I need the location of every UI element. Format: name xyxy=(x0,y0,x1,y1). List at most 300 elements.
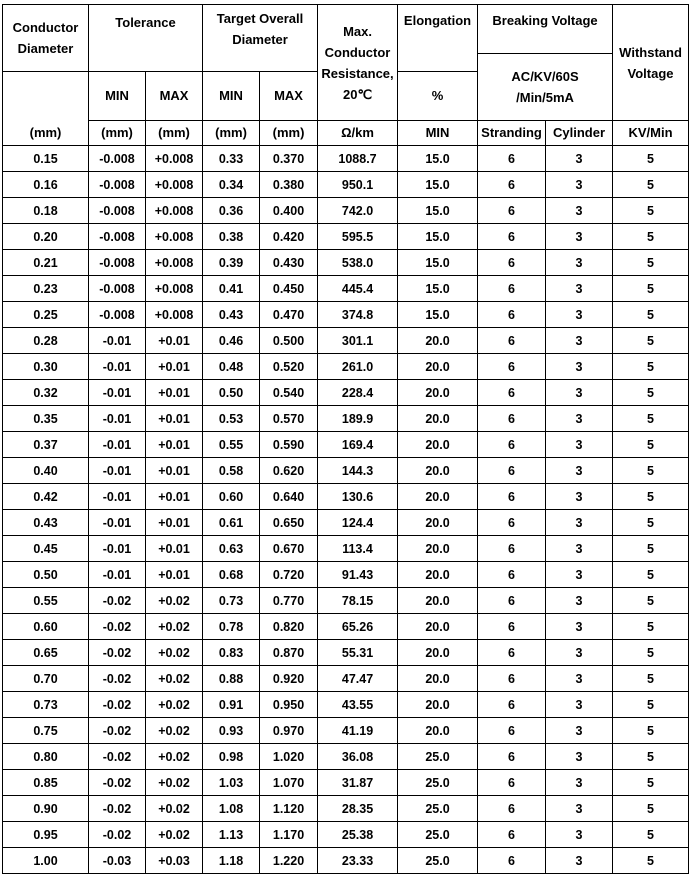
cell-cylinder: 3 xyxy=(546,172,613,198)
cell-tolerance-max: +0.01 xyxy=(146,484,203,510)
header-breaking-voltage: Breaking Voltage xyxy=(478,5,613,54)
cell-max-resistance: 742.0 xyxy=(318,198,398,224)
header-breaking-voltage-sub xyxy=(478,54,613,121)
cell-elongation: 15.0 xyxy=(398,198,478,224)
cell-conductor-diameter: 0.95 xyxy=(3,822,89,848)
cell-elongation: 20.0 xyxy=(398,328,478,354)
cell-max-resistance: 28.35 xyxy=(318,796,398,822)
cell-cylinder: 3 xyxy=(546,770,613,796)
table-row xyxy=(3,354,689,380)
cell-conductor-diameter: 0.90 xyxy=(3,796,89,822)
cell-diameter-max: 0.570 xyxy=(260,406,318,432)
table-row xyxy=(3,198,689,224)
table-row xyxy=(3,718,689,744)
cell-stranding: 6 xyxy=(478,770,546,796)
cell-max-resistance: 261.0 xyxy=(318,354,398,380)
cell-diameter-max: 0.720 xyxy=(260,562,318,588)
cell-conductor-diameter: 0.45 xyxy=(3,536,89,562)
header-tolerance-max-unit: (mm) xyxy=(146,121,203,146)
cell-conductor-diameter: 0.55 xyxy=(3,588,89,614)
cell-stranding: 6 xyxy=(478,250,546,276)
cell-withstand-voltage: 5 xyxy=(613,562,689,588)
cell-diameter-max: 0.500 xyxy=(260,328,318,354)
cell-stranding: 6 xyxy=(478,354,546,380)
cell-diameter-min: 0.46 xyxy=(203,328,260,354)
cell-cylinder: 3 xyxy=(546,380,613,406)
cell-conductor-diameter: 0.40 xyxy=(3,458,89,484)
cell-conductor-diameter: 0.70 xyxy=(3,666,89,692)
cell-diameter-max: 0.590 xyxy=(260,432,318,458)
cell-diameter-min: 0.91 xyxy=(203,692,260,718)
cell-stranding: 6 xyxy=(478,224,546,250)
cell-withstand-voltage: 5 xyxy=(613,354,689,380)
cell-conductor-diameter: 0.21 xyxy=(3,250,89,276)
cell-tolerance-min: -0.01 xyxy=(89,406,146,432)
cell-max-resistance: 47.47 xyxy=(318,666,398,692)
cell-cylinder: 3 xyxy=(546,146,613,172)
table-row xyxy=(3,328,689,354)
cell-diameter-max: 1.070 xyxy=(260,770,318,796)
cell-tolerance-min: -0.01 xyxy=(89,432,146,458)
cell-cylinder: 3 xyxy=(546,458,613,484)
header-conductor-unit: (mm) xyxy=(3,72,89,146)
cell-conductor-diameter: 1.00 xyxy=(3,848,89,874)
cell-diameter-min: 0.63 xyxy=(203,536,260,562)
max-resistance-line: Conductor xyxy=(324,44,391,60)
cell-tolerance-max: +0.01 xyxy=(146,406,203,432)
cell-elongation: 20.0 xyxy=(398,406,478,432)
cell-diameter-min: 0.34 xyxy=(203,172,260,198)
cell-cylinder: 3 xyxy=(546,718,613,744)
cell-tolerance-min: -0.02 xyxy=(89,796,146,822)
cell-withstand-voltage: 5 xyxy=(613,848,689,874)
table-row xyxy=(3,692,689,718)
table-row xyxy=(3,562,689,588)
cell-tolerance-max: +0.01 xyxy=(146,562,203,588)
cell-conductor-diameter: 0.73 xyxy=(3,692,89,718)
header-withstand-voltage: Withstand Voltage xyxy=(613,5,689,121)
cell-max-resistance: 91.43 xyxy=(318,562,398,588)
cell-withstand-voltage: 5 xyxy=(613,432,689,458)
cell-stranding: 6 xyxy=(478,822,546,848)
table-row xyxy=(3,484,689,510)
cell-tolerance-max: +0.01 xyxy=(146,510,203,536)
cell-stranding: 6 xyxy=(478,458,546,484)
max-resistance-line: Resistance, xyxy=(321,65,394,81)
cell-tolerance-max: +0.01 xyxy=(146,328,203,354)
cell-conductor-diameter: 0.20 xyxy=(3,224,89,250)
cell-stranding: 6 xyxy=(478,848,546,874)
cell-withstand-voltage: 5 xyxy=(613,822,689,848)
cell-stranding: 6 xyxy=(478,536,546,562)
cell-tolerance-min: -0.02 xyxy=(89,822,146,848)
cell-conductor-diameter: 0.28 xyxy=(3,328,89,354)
cell-tolerance-min: -0.01 xyxy=(89,380,146,406)
cell-withstand-voltage: 5 xyxy=(613,250,689,276)
cell-stranding: 6 xyxy=(478,640,546,666)
header-tolerance-min-unit: (mm) xyxy=(89,121,146,146)
cell-withstand-voltage: 5 xyxy=(613,276,689,302)
cell-diameter-max: 0.380 xyxy=(260,172,318,198)
table-row xyxy=(3,770,689,796)
cell-stranding: 6 xyxy=(478,666,546,692)
cell-cylinder: 3 xyxy=(546,796,613,822)
cell-diameter-min: 0.53 xyxy=(203,406,260,432)
max-resistance-line: 20℃ xyxy=(342,86,373,102)
cell-max-resistance: 25.38 xyxy=(318,822,398,848)
cell-elongation: 15.0 xyxy=(398,172,478,198)
table-row xyxy=(3,796,689,822)
cell-max-resistance: 23.33 xyxy=(318,848,398,874)
header-max-resistance xyxy=(318,5,398,121)
cell-max-resistance: 113.4 xyxy=(318,536,398,562)
cell-diameter-min: 0.83 xyxy=(203,640,260,666)
cell-elongation: 15.0 xyxy=(398,224,478,250)
cell-diameter-min: 0.48 xyxy=(203,354,260,380)
cell-tolerance-max: +0.01 xyxy=(146,380,203,406)
cell-withstand-voltage: 5 xyxy=(613,146,689,172)
table-header xyxy=(3,5,689,146)
cell-tolerance-min: -0.01 xyxy=(89,328,146,354)
wire-spec-table xyxy=(2,4,689,874)
cell-tolerance-min: -0.008 xyxy=(89,250,146,276)
cell-max-resistance: 374.8 xyxy=(318,302,398,328)
table-row xyxy=(3,432,689,458)
cell-tolerance-max: +0.02 xyxy=(146,770,203,796)
cell-elongation: 25.0 xyxy=(398,796,478,822)
cell-elongation: 20.0 xyxy=(398,588,478,614)
cell-tolerance-max: +0.02 xyxy=(146,718,203,744)
cell-tolerance-min: -0.01 xyxy=(89,510,146,536)
cell-diameter-min: 1.08 xyxy=(203,796,260,822)
cell-tolerance-min: -0.02 xyxy=(89,666,146,692)
cell-max-resistance: 78.15 xyxy=(318,588,398,614)
cell-diameter-min: 0.36 xyxy=(203,198,260,224)
cell-stranding: 6 xyxy=(478,744,546,770)
cell-tolerance-min: -0.008 xyxy=(89,146,146,172)
cell-diameter-min: 0.41 xyxy=(203,276,260,302)
cell-conductor-diameter: 0.43 xyxy=(3,510,89,536)
cell-tolerance-max: +0.008 xyxy=(146,276,203,302)
cell-stranding: 6 xyxy=(478,172,546,198)
cell-conductor-diameter: 0.16 xyxy=(3,172,89,198)
cell-tolerance-max: +0.02 xyxy=(146,692,203,718)
cell-withstand-voltage: 5 xyxy=(613,744,689,770)
cell-tolerance-min: -0.008 xyxy=(89,302,146,328)
header-elongation: Elongation xyxy=(398,5,478,72)
cell-elongation: 20.0 xyxy=(398,536,478,562)
cell-tolerance-min: -0.03 xyxy=(89,848,146,874)
cell-tolerance-min: -0.008 xyxy=(89,172,146,198)
cell-cylinder: 3 xyxy=(546,276,613,302)
cell-conductor-diameter: 0.80 xyxy=(3,744,89,770)
header-elongation-min: MIN xyxy=(398,121,478,146)
cell-elongation: 20.0 xyxy=(398,380,478,406)
cell-conductor-diameter: 0.32 xyxy=(3,380,89,406)
cell-diameter-max: 0.420 xyxy=(260,224,318,250)
cell-withstand-voltage: 5 xyxy=(613,198,689,224)
cell-tolerance-max: +0.03 xyxy=(146,848,203,874)
cell-withstand-voltage: 5 xyxy=(613,484,689,510)
cell-conductor-diameter: 0.65 xyxy=(3,640,89,666)
cell-elongation: 25.0 xyxy=(398,822,478,848)
cell-withstand-voltage: 5 xyxy=(613,614,689,640)
cell-diameter-max: 0.450 xyxy=(260,276,318,302)
cell-tolerance-max: +0.01 xyxy=(146,354,203,380)
cell-withstand-voltage: 5 xyxy=(613,640,689,666)
header-tolerance-min: MIN xyxy=(89,72,146,121)
cell-diameter-max: 0.670 xyxy=(260,536,318,562)
cell-elongation: 20.0 xyxy=(398,614,478,640)
cell-conductor-diameter: 0.23 xyxy=(3,276,89,302)
cell-tolerance-min: -0.02 xyxy=(89,692,146,718)
cell-diameter-min: 0.33 xyxy=(203,146,260,172)
cell-elongation: 15.0 xyxy=(398,302,478,328)
cell-cylinder: 3 xyxy=(546,198,613,224)
cell-tolerance-min: -0.008 xyxy=(89,198,146,224)
cell-withstand-voltage: 5 xyxy=(613,302,689,328)
header-diameter-max-unit: (mm) xyxy=(260,121,318,146)
cell-diameter-max: 0.770 xyxy=(260,588,318,614)
cell-max-resistance: 595.5 xyxy=(318,224,398,250)
cell-withstand-voltage: 5 xyxy=(613,796,689,822)
cell-max-resistance: 55.31 xyxy=(318,640,398,666)
cell-max-resistance: 228.4 xyxy=(318,380,398,406)
cell-diameter-max: 0.470 xyxy=(260,302,318,328)
cell-withstand-voltage: 5 xyxy=(613,172,689,198)
cell-tolerance-max: +0.008 xyxy=(146,172,203,198)
breaking-voltage-sub-line: /Min/5mA xyxy=(516,90,574,105)
cell-stranding: 6 xyxy=(478,588,546,614)
table-row xyxy=(3,640,689,666)
cell-diameter-min: 0.88 xyxy=(203,666,260,692)
cell-diameter-min: 0.55 xyxy=(203,432,260,458)
cell-conductor-diameter: 0.60 xyxy=(3,614,89,640)
cell-tolerance-min: -0.02 xyxy=(89,770,146,796)
cell-tolerance-min: -0.02 xyxy=(89,614,146,640)
table-row xyxy=(3,744,689,770)
cell-tolerance-min: -0.01 xyxy=(89,562,146,588)
cell-diameter-max: 0.430 xyxy=(260,250,318,276)
cell-tolerance-min: -0.008 xyxy=(89,224,146,250)
header-resistance-unit: Ω/km xyxy=(318,121,398,146)
cell-max-resistance: 538.0 xyxy=(318,250,398,276)
cell-cylinder: 3 xyxy=(546,510,613,536)
cell-withstand-voltage: 5 xyxy=(613,380,689,406)
cell-elongation: 15.0 xyxy=(398,146,478,172)
cell-diameter-max: 0.950 xyxy=(260,692,318,718)
cell-stranding: 6 xyxy=(478,146,546,172)
cell-diameter-max: 0.970 xyxy=(260,718,318,744)
cell-tolerance-max: +0.02 xyxy=(146,640,203,666)
header-kv-min: KV/Min xyxy=(613,121,689,146)
cell-diameter-max: 0.870 xyxy=(260,640,318,666)
cell-elongation: 20.0 xyxy=(398,562,478,588)
cell-diameter-min: 0.73 xyxy=(203,588,260,614)
cell-tolerance-max: +0.02 xyxy=(146,614,203,640)
cell-conductor-diameter: 0.15 xyxy=(3,146,89,172)
cell-diameter-min: 1.03 xyxy=(203,770,260,796)
cell-cylinder: 3 xyxy=(546,822,613,848)
cell-diameter-max: 0.370 xyxy=(260,146,318,172)
cell-conductor-diameter: 0.25 xyxy=(3,302,89,328)
cell-tolerance-min: -0.02 xyxy=(89,640,146,666)
cell-tolerance-max: +0.02 xyxy=(146,588,203,614)
cell-stranding: 6 xyxy=(478,328,546,354)
cell-cylinder: 3 xyxy=(546,250,613,276)
cell-cylinder: 3 xyxy=(546,614,613,640)
header-diameter-min: MIN xyxy=(203,72,260,121)
cell-tolerance-min: -0.02 xyxy=(89,718,146,744)
cell-stranding: 6 xyxy=(478,614,546,640)
cell-elongation: 20.0 xyxy=(398,354,478,380)
cell-diameter-max: 0.920 xyxy=(260,666,318,692)
table-row xyxy=(3,666,689,692)
cell-withstand-voltage: 5 xyxy=(613,588,689,614)
cell-max-resistance: 41.19 xyxy=(318,718,398,744)
cell-diameter-max: 1.120 xyxy=(260,796,318,822)
table-row xyxy=(3,406,689,432)
cell-diameter-min: 0.50 xyxy=(203,380,260,406)
cell-cylinder: 3 xyxy=(546,406,613,432)
cell-tolerance-min: -0.01 xyxy=(89,458,146,484)
header-diameter-min-unit: (mm) xyxy=(203,121,260,146)
cell-stranding: 6 xyxy=(478,380,546,406)
cell-cylinder: 3 xyxy=(546,354,613,380)
table-row xyxy=(3,848,689,874)
cell-tolerance-max: +0.02 xyxy=(146,666,203,692)
cell-elongation: 20.0 xyxy=(398,640,478,666)
cell-diameter-max: 0.540 xyxy=(260,380,318,406)
cell-conductor-diameter: 0.42 xyxy=(3,484,89,510)
cell-tolerance-min: -0.008 xyxy=(89,276,146,302)
cell-diameter-max: 0.620 xyxy=(260,458,318,484)
cell-diameter-max: 0.520 xyxy=(260,354,318,380)
table-row xyxy=(3,172,689,198)
cell-diameter-max: 1.020 xyxy=(260,744,318,770)
cell-elongation: 20.0 xyxy=(398,666,478,692)
cell-max-resistance: 124.4 xyxy=(318,510,398,536)
cell-tolerance-max: +0.01 xyxy=(146,458,203,484)
cell-max-resistance: 1088.7 xyxy=(318,146,398,172)
cell-max-resistance: 43.55 xyxy=(318,692,398,718)
cell-elongation: 20.0 xyxy=(398,718,478,744)
cell-max-resistance: 144.3 xyxy=(318,458,398,484)
cell-withstand-voltage: 5 xyxy=(613,718,689,744)
cell-diameter-min: 1.13 xyxy=(203,822,260,848)
header-stranding: Stranding xyxy=(478,121,546,146)
cell-max-resistance: 301.1 xyxy=(318,328,398,354)
cell-elongation: 20.0 xyxy=(398,692,478,718)
breaking-voltage-sub-line: AC/KV/60S xyxy=(511,69,579,84)
cell-tolerance-min: -0.02 xyxy=(89,744,146,770)
cell-max-resistance: 169.4 xyxy=(318,432,398,458)
cell-cylinder: 3 xyxy=(546,588,613,614)
cell-cylinder: 3 xyxy=(546,848,613,874)
cell-stranding: 6 xyxy=(478,302,546,328)
cell-conductor-diameter: 0.18 xyxy=(3,198,89,224)
cell-conductor-diameter: 0.35 xyxy=(3,406,89,432)
table-row xyxy=(3,822,689,848)
cell-tolerance-max: +0.01 xyxy=(146,536,203,562)
cell-withstand-voltage: 5 xyxy=(613,224,689,250)
cell-tolerance-max: +0.01 xyxy=(146,432,203,458)
cell-elongation: 25.0 xyxy=(398,770,478,796)
cell-elongation: 20.0 xyxy=(398,432,478,458)
cell-stranding: 6 xyxy=(478,276,546,302)
header-tolerance-max: MAX xyxy=(146,72,203,121)
cell-tolerance-max: +0.02 xyxy=(146,796,203,822)
cell-withstand-voltage: 5 xyxy=(613,328,689,354)
table-row xyxy=(3,224,689,250)
cell-elongation: 15.0 xyxy=(398,250,478,276)
header-cylinder: Cylinder xyxy=(546,121,613,146)
cell-withstand-voltage: 5 xyxy=(613,510,689,536)
cell-tolerance-min: -0.01 xyxy=(89,484,146,510)
table-row xyxy=(3,536,689,562)
table-row xyxy=(3,458,689,484)
cell-cylinder: 3 xyxy=(546,640,613,666)
cell-elongation: 15.0 xyxy=(398,276,478,302)
cell-cylinder: 3 xyxy=(546,484,613,510)
cell-elongation: 25.0 xyxy=(398,744,478,770)
cell-diameter-max: 1.220 xyxy=(260,848,318,874)
cell-max-resistance: 65.26 xyxy=(318,614,398,640)
cell-max-resistance: 189.9 xyxy=(318,406,398,432)
cell-cylinder: 3 xyxy=(546,328,613,354)
cell-cylinder: 3 xyxy=(546,432,613,458)
cell-stranding: 6 xyxy=(478,796,546,822)
cell-diameter-min: 0.43 xyxy=(203,302,260,328)
cell-diameter-max: 0.820 xyxy=(260,614,318,640)
cell-max-resistance: 130.6 xyxy=(318,484,398,510)
cell-diameter-min: 0.38 xyxy=(203,224,260,250)
cell-cylinder: 3 xyxy=(546,666,613,692)
header-elongation-percent: % xyxy=(398,72,478,121)
cell-stranding: 6 xyxy=(478,718,546,744)
table-row xyxy=(3,588,689,614)
cell-tolerance-max: +0.008 xyxy=(146,198,203,224)
table-row xyxy=(3,380,689,406)
table-row xyxy=(3,276,689,302)
cell-tolerance-max: +0.02 xyxy=(146,822,203,848)
cell-max-resistance: 31.87 xyxy=(318,770,398,796)
header-conductor-diameter: Conductor Diameter xyxy=(3,5,89,72)
cell-tolerance-max: +0.02 xyxy=(146,744,203,770)
cell-elongation: 25.0 xyxy=(398,848,478,874)
cell-elongation: 20.0 xyxy=(398,510,478,536)
table-row xyxy=(3,250,689,276)
cell-stranding: 6 xyxy=(478,198,546,224)
cell-cylinder: 3 xyxy=(546,562,613,588)
cell-tolerance-max: +0.008 xyxy=(146,224,203,250)
cell-withstand-voltage: 5 xyxy=(613,666,689,692)
cell-diameter-max: 0.640 xyxy=(260,484,318,510)
max-resistance-line: Max. xyxy=(343,23,372,39)
cell-diameter-min: 0.61 xyxy=(203,510,260,536)
cell-diameter-max: 1.170 xyxy=(260,822,318,848)
cell-stranding: 6 xyxy=(478,692,546,718)
cell-max-resistance: 36.08 xyxy=(318,744,398,770)
cell-elongation: 20.0 xyxy=(398,484,478,510)
cell-diameter-min: 0.60 xyxy=(203,484,260,510)
cell-tolerance-min: -0.01 xyxy=(89,536,146,562)
cell-tolerance-min: -0.02 xyxy=(89,588,146,614)
cell-stranding: 6 xyxy=(478,432,546,458)
cell-conductor-diameter: 0.75 xyxy=(3,718,89,744)
cell-tolerance-min: -0.01 xyxy=(89,354,146,380)
cell-stranding: 6 xyxy=(478,562,546,588)
